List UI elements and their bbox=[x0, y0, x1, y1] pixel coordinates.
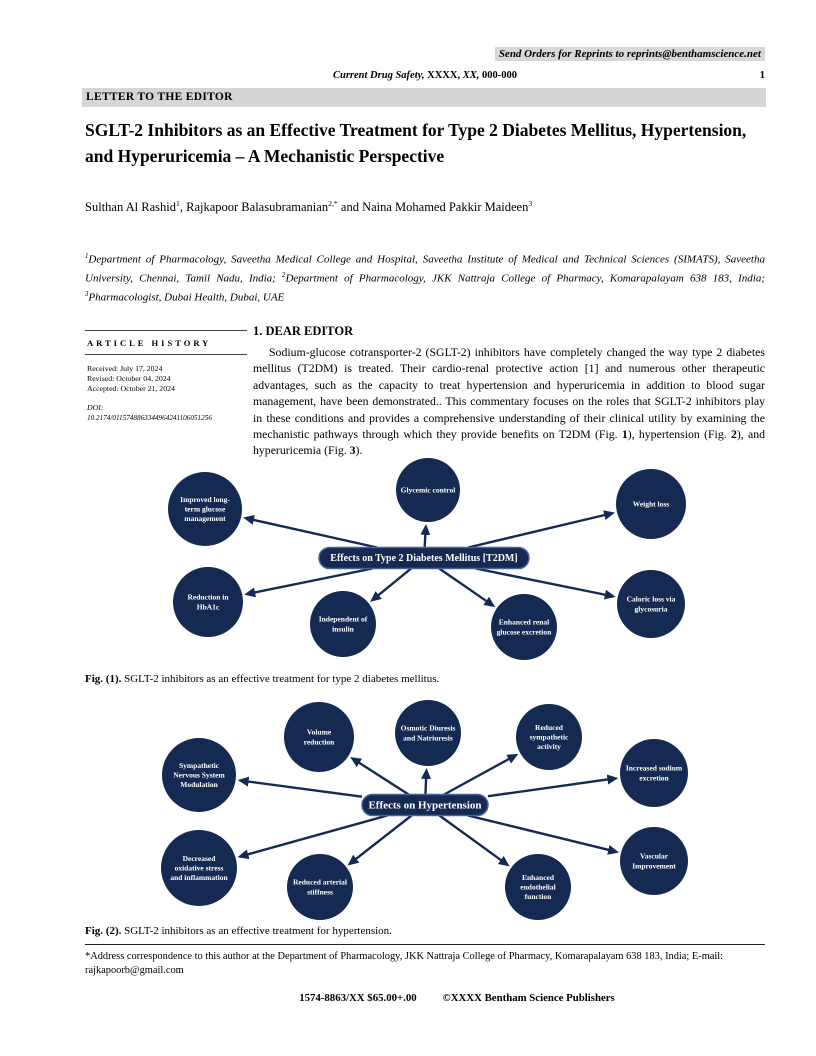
reprint-notice: Send Orders for Reprints to reprints@benthamscience.net bbox=[495, 47, 765, 61]
figure-2-caption-label: Fig. (2). bbox=[85, 925, 122, 937]
figure-2-caption-text: SGLT-2 inhibitors as an effective treatment for hypertension. bbox=[121, 925, 392, 937]
figure-2-diagram bbox=[85, 696, 765, 922]
connector-arrow bbox=[476, 569, 606, 595]
node-label: Increased sodium excretion bbox=[625, 763, 683, 783]
article-title: SGLT-2 Inhibitors as an Effective Treatment for Type 2 Diabetes Mellitus, Hypertension, and Hyperuricemia – A Mechanistic Perspective bbox=[85, 120, 747, 166]
node-label: Reduced arterial stiffness bbox=[293, 877, 347, 897]
connector-arrow bbox=[253, 520, 377, 548]
article-history-box bbox=[85, 330, 247, 423]
node-label: Enhanced endothelial function bbox=[520, 872, 556, 902]
accepted-date: Accepted: October 21, 2024 bbox=[87, 384, 175, 393]
figure-1-caption-text: SGLT-2 inhibitors as an effective treatment for type 2 diabetes mellitus. bbox=[121, 673, 440, 685]
figure-2-caption bbox=[85, 925, 765, 937]
section-banner: LETTER TO THE EDITOR bbox=[82, 88, 766, 107]
article-history-dates bbox=[85, 364, 247, 394]
center-box-label: Effects on Type 2 Diabetes Mellitus [T2DM] bbox=[330, 553, 518, 564]
node-label: Osmotic Diuresis and Natriuresis bbox=[400, 723, 456, 743]
node-label: Decreased oxidative stress and inflammation bbox=[170, 853, 228, 883]
connector-arrow bbox=[425, 534, 426, 548]
center-box-label: Effects on Hypertension bbox=[368, 799, 482, 812]
node-label: Glycemic control bbox=[400, 485, 456, 495]
doi-value: 10.2174/0115748863344964241106051256 bbox=[87, 414, 212, 422]
correspondence-footnote: *Address correspondence to this author at the Department of Pharmacology, JKK Nattraja College of Pharmacy, Komarapalayam 638 183, India; E-mail: rajkapoorb@gmail.com bbox=[85, 951, 724, 976]
node-label: Caloric loss via glycosuria bbox=[626, 594, 676, 614]
authors-line: Sulthan Al Rashid$^1$, Rajkapoor Balasubramanian$^{2,*}$ and Naina Mohamed Pakkir Maideen$^3$ bbox=[85, 199, 533, 215]
node-label: Independent of insulin bbox=[318, 614, 368, 634]
footnote-divider bbox=[85, 944, 765, 945]
node-label: Weight loss bbox=[632, 499, 670, 509]
connector-arrow bbox=[468, 515, 605, 548]
node-label: Vascular Improvement bbox=[632, 851, 676, 871]
node-label: Reduction in HbA1c bbox=[187, 592, 229, 612]
figure-1-diagram bbox=[85, 458, 765, 664]
page-number: 1 bbox=[759, 70, 765, 81]
received-date: Received: July 17, 2024 bbox=[87, 364, 163, 373]
node-label: Volume reduction bbox=[303, 727, 335, 747]
connector-arrow bbox=[488, 779, 608, 796]
connector-arrow bbox=[468, 816, 609, 851]
node-label: Reduced sympathetic activity bbox=[529, 722, 569, 752]
publisher-footer bbox=[85, 992, 765, 1004]
revised-date: Revised: October 04, 2024 bbox=[87, 374, 171, 383]
node-label: Enhanced renal glucose excretion bbox=[496, 617, 552, 637]
connector-arrow bbox=[425, 778, 426, 795]
node-label: Improved long-term glucose management bbox=[180, 494, 230, 524]
node-label: Sympathetic Nervous System Modulation bbox=[173, 760, 225, 790]
connector-arrow bbox=[444, 759, 509, 795]
figure-1-caption bbox=[85, 673, 765, 685]
connector-arrow bbox=[439, 569, 487, 602]
publisher-name: ©XXXX Bentham Science Publishers bbox=[442, 992, 615, 1004]
section-heading: 1. DEAR EDITOR bbox=[253, 324, 354, 338]
journal-citation: Current Drug Safety, XXXX, XX, 000-000 bbox=[333, 70, 517, 81]
figure-1-caption-label: Fig. (1). bbox=[85, 673, 122, 685]
connector-arrow bbox=[359, 762, 409, 794]
connector-arrow bbox=[378, 569, 411, 596]
connector-arrow bbox=[254, 569, 372, 593]
affiliations: $^1$Department of Pharmacology, Saveetha Medical College and Hospital, Saveetha Institute of Medical and Technical Sciences (SIMATS), Saveetha University, Chennai, Tamil Nadu, India; $^2$Department of Pharmacology, JKK Nattraja College of Pharmacy, Komarapalayam 638 183, India; $^3$Pharmacologist, Dubai Health, Dubai, UAE bbox=[85, 253, 765, 304]
doi-label: DOI: bbox=[87, 403, 104, 412]
body-paragraph: Sodium-glucose cotransporter-2 (SGLT-2) inhibitors have completely changed the way type 2 diabetes mellitus (T2DM) is treated. Their cardio-renal protective action [1] and numerous other therapeutic advantages, such as the capacity to treat hypertension and hyperuricemia in addition to blood sugar management, have been demonstrated.. This commentary focuses on the roles that SGLT-2 inhibitors play in these conditions and provides a comprehensive understanding of their clinical utility by examining the mechanistic pathways through which they provide benefits on T2DM (Fig. 1), hypertension (Fig. 2), and hyperuricemia (Fig. 3). bbox=[253, 345, 765, 458]
connector-arrow bbox=[248, 781, 362, 796]
issn-price: 1574-8863/XX $65.00+.00 bbox=[299, 992, 417, 1004]
article-history-heading: ARTICLE HISTORY bbox=[85, 331, 247, 355]
